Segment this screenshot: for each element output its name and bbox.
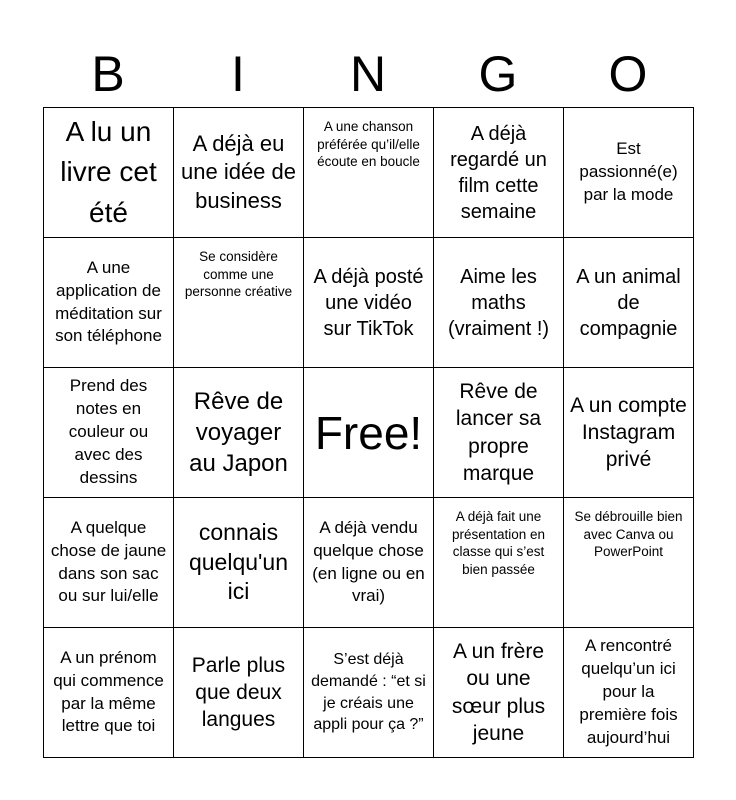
- cell-text: A une application de méditation sur son téléphone: [55, 257, 162, 346]
- cell-text: A un compte Instagram privé: [570, 393, 687, 472]
- header-letter-n: N: [349, 46, 387, 102]
- bingo-cell-r2c5[interactable]: [564, 238, 694, 368]
- bingo-cell-r5c3[interactable]: [304, 628, 434, 758]
- cell-text: Se débrouille bien avec Canva ou PowerPoint: [574, 509, 683, 560]
- cell-text: Parle plus que deux langues: [191, 653, 286, 732]
- bingo-cell-r5c5[interactable]: [564, 628, 694, 758]
- bingo-cell-r4c5[interactable]: [564, 498, 694, 628]
- cell-text: A déjà eu une idée de business: [181, 130, 296, 213]
- cell-text: A un prénom qui commence par la même lettre que toi: [53, 647, 164, 736]
- cell-text: Se considère comme une personne créative: [184, 249, 293, 300]
- header-letter-o: O: [608, 46, 648, 102]
- bingo-cell-r3c1[interactable]: [44, 368, 174, 498]
- cell-text: A quelque chose de jaune dans son sac ou sur lui/elle: [50, 517, 167, 606]
- cell-text: Rêve de lancer sa propre marque: [455, 379, 542, 485]
- cell-text: A rencontré quelqu’un ici pour la première fois aujourd’hui: [579, 636, 678, 747]
- cell-text: A une chanson préférée qu’il/elle écoute en boucle: [317, 119, 420, 170]
- bingo-cell-r3c4[interactable]: [434, 368, 564, 498]
- bingo-cell-r5c2[interactable]: [174, 628, 304, 758]
- cell-text: Rêve de voyager au Japon: [189, 387, 288, 478]
- free-space-cell[interactable]: [304, 368, 434, 498]
- bingo-cell-r5c4[interactable]: [434, 628, 564, 758]
- cell-text: Aime les maths (vraiment !): [447, 265, 550, 340]
- bingo-cell-r4c1[interactable]: [44, 498, 174, 628]
- bingo-cell-r1c5[interactable]: [564, 108, 694, 238]
- bingo-cell-r1c3[interactable]: [304, 108, 434, 238]
- cell-text: connais quelqu'un ici: [188, 518, 289, 605]
- bingo-cell-r4c3[interactable]: [304, 498, 434, 628]
- header-letter-b: B: [91, 46, 125, 102]
- header-letter-i: I: [231, 46, 245, 102]
- bingo-grid: [43, 107, 694, 758]
- bingo-cell-r4c4[interactable]: [434, 498, 564, 628]
- bingo-header: [43, 40, 693, 108]
- cell-text: S’est déjà demandé : “et si je créais une appli pour ça ?”: [311, 651, 426, 734]
- cell-text: A un frère ou une sœur plus jeune: [451, 639, 546, 745]
- bingo-cell-r1c2[interactable]: [174, 108, 304, 238]
- cell-text: A déjà vendu quelque chose (en ligne ou en vrai): [312, 517, 425, 606]
- bingo-cell-r2c4[interactable]: [434, 238, 564, 368]
- bingo-cell-r3c2[interactable]: [174, 368, 304, 498]
- cell-text: A lu un livre cet été: [60, 115, 157, 228]
- bingo-cell-r4c2[interactable]: [174, 498, 304, 628]
- bingo-cell-r1c4[interactable]: [434, 108, 564, 238]
- bingo-cell-r2c3[interactable]: [304, 238, 434, 368]
- cell-text: Prend des notes en couleur ou avec des dessins: [68, 376, 149, 487]
- bingo-cell-r2c1[interactable]: [44, 238, 174, 368]
- bingo-cell-r5c1[interactable]: [44, 628, 174, 758]
- cell-text: A déjà fait une présentation en classe qui s’est bien passée: [451, 509, 546, 577]
- cell-text: A déjà posté une vidéo sur TikTok: [313, 265, 424, 340]
- bingo-cell-r2c2[interactable]: [174, 238, 304, 368]
- free-space-text: Free!: [314, 406, 423, 459]
- cell-text: A déjà regardé un film cette semaine: [450, 122, 547, 223]
- header-letter-g: G: [478, 46, 518, 102]
- cell-text: Est passionné(e) par la mode: [579, 139, 678, 204]
- bingo-cell-r1c1[interactable]: [44, 108, 174, 238]
- cell-text: A un animal de compagnie: [576, 265, 681, 340]
- bingo-cell-r3c5[interactable]: [564, 368, 694, 498]
